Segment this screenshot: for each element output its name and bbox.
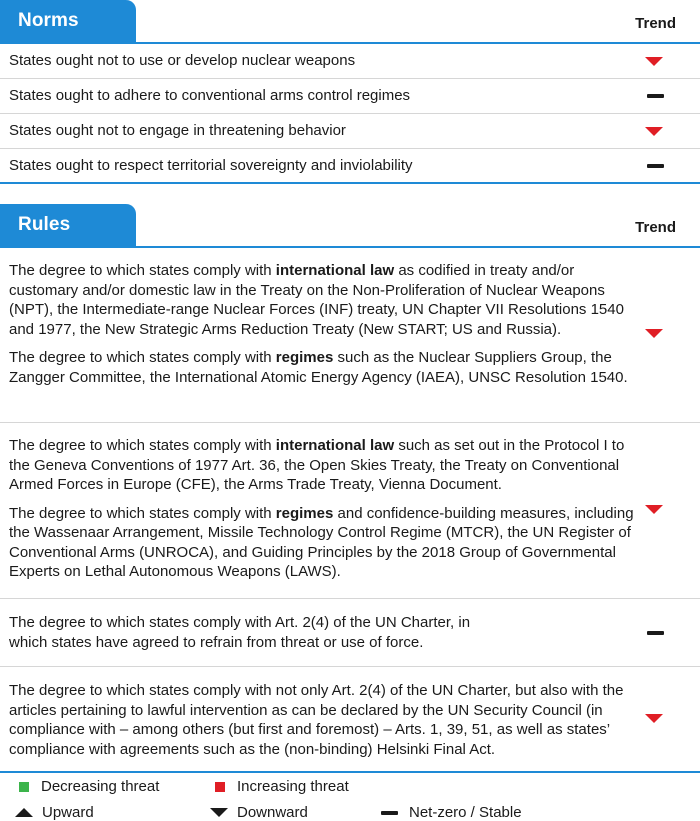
trend-down-icon [645,57,663,66]
upward-triangle-icon [15,808,33,817]
rules-section [0,204,700,773]
red-square-icon [215,782,225,792]
norms-section [0,0,700,184]
trend-down-icon [645,714,663,723]
trend-down-icon [645,127,663,136]
norm-row [0,44,700,79]
rule-text: The degree to which states comply with international law such as set out in the Protocol I to the Geneva Conventions of 1977 Art. 36, the Open Skies Treaty, the Treaty on Conventional Armed Forces in Europe (CFE), the Arms Trade Treaty, Vienna Document. The degree to which states comply with regimes and confidence-building measures, including the Wassenaar Arrangement, Missile Technology Control Regime (MTCR), the UN Register of Conventional Arms (UNROCA), and Guiding Principles by the 2018 Group of Governmental Experts on Lethal Autonomous Weapons (LAWS). [9,437,634,580]
rule-row [0,423,700,599]
legend-upward: Upward [15,804,94,821]
trend-down-icon [645,505,663,514]
norm-text: States ought not to engage in threatening behavior [9,122,346,139]
legend-increasing: Increasing threat [215,778,349,795]
legend [0,773,700,821]
norms-header [0,0,700,44]
trend-stable-icon [647,94,664,98]
norms-trend-label: Trend [635,15,676,32]
rule-text: The degree to which states comply with not only Art. 2(4) of the UN Charter, but also with the articles pertaining to lawful intervention as can be declared by the UN Security Council (in compliance with – among others (but first and foremost) – Arts. 1, 39, 51, as well as states’ compliance with agreements such as the (non-binding) Helsinki Final Act. [9,682,624,758]
norm-text: States ought to respect territorial sovereignty and inviolability [9,157,413,174]
trend-stable-icon [647,164,664,168]
legend-downward: Downward [210,804,308,821]
rule-row [0,599,700,667]
rules-header [0,204,700,248]
trend-down-icon [645,329,663,338]
legend-stable: Net-zero / Stable [381,804,522,821]
stable-dash-icon [381,811,398,815]
norms-title: Norms [0,0,136,43]
downward-triangle-icon [210,808,228,817]
legend-decreasing: Decreasing threat [19,778,159,795]
green-square-icon [19,782,29,792]
trend-stable-icon [647,631,664,635]
norm-row [0,79,700,114]
rules-trend-label: Trend [635,219,676,236]
rule-text: The degree to which states comply with Art. 2(4) of the UN Charter, in which states have agreed to refrain from threat or use of force. [9,614,471,651]
norm-text: States ought not to use or develop nuclear weapons [9,52,356,69]
norm-text: States ought to adhere to conventional arms control regimes [9,87,411,104]
rule-row [0,248,700,423]
rule-row [0,667,700,773]
rules-title: Rules [0,204,136,247]
norm-row [0,149,700,184]
norm-row [0,114,700,149]
rule-text: The degree to which states comply with international law as codified in treaty and/or customary and/or domestic law in the Treaty on the Non-Proliferation of Nuclear Weapons (NPT), the Intermediate-range Nuclear Forces (INF) treaty, UN Chapter VII Resolutions 1540 and 1977, the New Strategic Arms Reduction Treaty (New START; US and Russia). The degree to which states comply with regimes such as the Nuclear Suppliers Group, the Zangger Committee, the International Atomic Energy Agency (IAEA), UNSC Resolution 1540. [9,262,628,386]
